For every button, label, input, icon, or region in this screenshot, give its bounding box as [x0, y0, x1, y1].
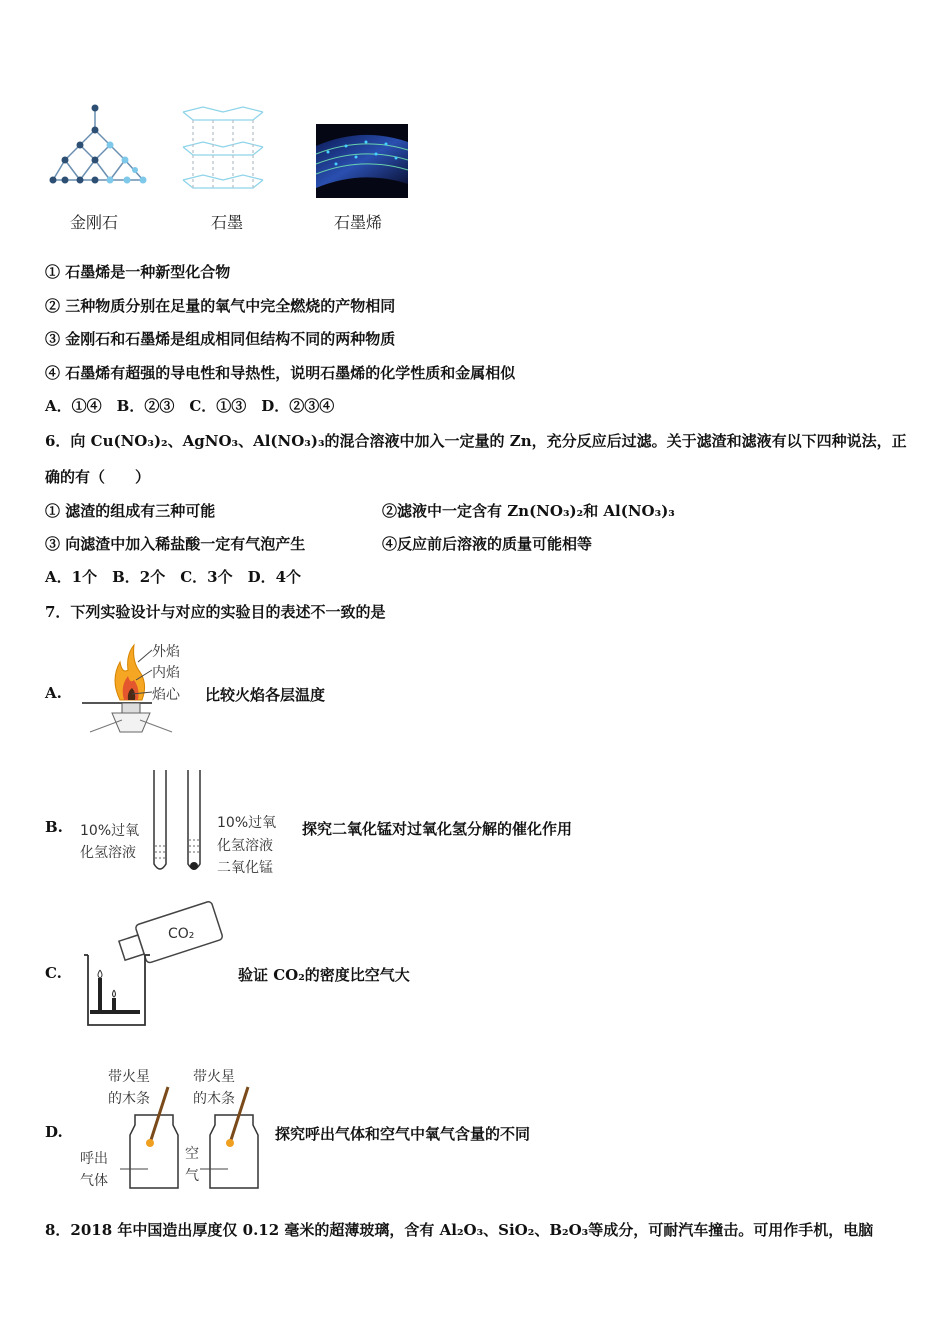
flame-core-label: 焰心 [152, 687, 180, 703]
graphene-structure-figure [316, 124, 408, 198]
flame-inner-label: 内焰 [152, 665, 180, 681]
q6-options: A．1个 B．2个 C．3个 D．4个 [45, 568, 302, 586]
q6-stem-line2: 确的有（ ） [45, 468, 151, 486]
tube-left-label-2: 化氢溶液 [80, 845, 136, 861]
gas-label-2a: 空 [185, 1146, 199, 1162]
co2-bottle-label: CO₂ [168, 926, 195, 942]
stick-label-1b: 的木条 [108, 1091, 150, 1107]
graphene-caption: 石墨烯 [334, 213, 383, 232]
stick-label-1a: 带火星 [108, 1069, 150, 1085]
q6-statement-2: ②滤液中一定含有 Zn(NO₃)₂和 Al(NO₃)₃ [382, 502, 675, 520]
q7-option-d-letter: D. [45, 1123, 63, 1141]
q6-statement-4: ④反应前后溶液的质量可能相等 [382, 535, 593, 553]
diamond-structure-figure [45, 100, 155, 195]
q8-stem: 8．2018 年中国造出厚度仅 0.12 毫米的超薄玻璃，含有 Al₂O₃、SiO₂、B₂O₃等成分，可耐汽车撞击。可用作手机，电脑 [45, 1221, 874, 1239]
gas-label-1b: 气体 [80, 1173, 108, 1189]
q7-option-c-text: 验证 CO₂的密度比空气大 [238, 966, 410, 984]
q5-statement-4: ④ 石墨烯有超强的导电性和导热性，说明石墨烯的化学性质和金属相似 [45, 364, 516, 382]
tube-right-label-3: 二氧化锰 [217, 860, 273, 876]
graphite-structure-figure [178, 102, 273, 192]
stick-label-2a: 带火星 [193, 1069, 235, 1085]
tube-right-label-1: 10%过氧 [217, 815, 277, 831]
q7-stem: 7．下列实验设计与对应的实验目的表述不一致的是 [45, 603, 386, 621]
co2-beaker-figure [80, 900, 230, 1030]
q6-stem-line1: 6．向 Cu(NO₃)₂、AgNO₃、Al(NO₃)₃的混合溶液中加入一定量的 Zn，充分反应后过滤。关于滤渣和滤液有以下四种说法，正 [45, 432, 907, 450]
q5-statement-1: ① 石墨烯是一种新型化合物 [45, 263, 231, 281]
tube-left-label-1: 10%过氧 [80, 823, 140, 839]
flame-outer-label: 外焰 [152, 644, 180, 660]
q5-statement-2: ② 三种物质分别在足量的氧气中完全燃烧的产物相同 [45, 297, 396, 315]
tube-right-label-2: 化氢溶液 [217, 838, 273, 854]
q6-statement-3: ③ 向滤渣中加入稀盐酸一定有气泡产生 [45, 535, 306, 553]
q6-statement-1: ① 滤渣的组成有三种可能 [45, 502, 216, 520]
test-tubes-figure [150, 768, 220, 876]
graphite-caption: 石墨 [211, 213, 244, 232]
gas-label-1a: 呼出 [80, 1151, 108, 1167]
diamond-caption: 金刚石 [70, 213, 119, 232]
q7-option-a-text: 比较火焰各层温度 [205, 686, 326, 704]
stick-label-2b: 的木条 [193, 1091, 235, 1107]
q7-option-b-text: 探究二氧化锰对过氧化氢分解的催化作用 [302, 820, 573, 838]
q7-option-b-letter: B. [45, 818, 63, 836]
q7-option-d-text: 探究呼出气体和空气中氧气含量的不同 [275, 1125, 531, 1143]
q5-statement-3: ③ 金刚石和石墨烯是组成相同但结构不同的两种物质 [45, 330, 396, 348]
gas-label-2b: 气 [185, 1168, 199, 1184]
q5-options: A．①④ B．②③ C．①③ D．②③④ [45, 397, 335, 415]
q7-option-c-letter: C. [45, 964, 62, 982]
q7-option-a-letter: A. [45, 684, 62, 702]
